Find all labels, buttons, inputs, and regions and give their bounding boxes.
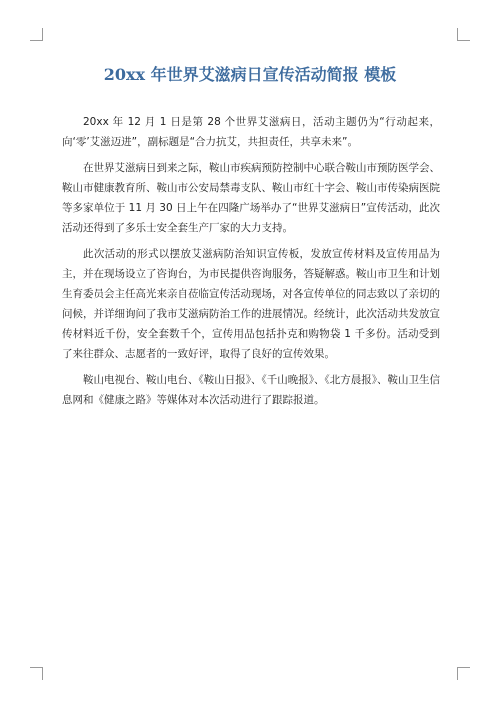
crop-mark-bottom-left xyxy=(30,667,43,680)
crop-mark-bottom-right xyxy=(457,667,470,680)
paragraph-media: 鞍山电视台、鞍山电台、《鞍山日报》、《千山晚报》、《北方晨报》、鞍山卫生信息网和《健康之路》等媒体对本次活动进行了跟踪报道。 xyxy=(62,374,440,406)
paragraph-theme: 20xx 年 12 月 1 日是第 28 个世界艾滋病日，活动主题仍为“行动起来，向‘零’艾滋迈进”，副标题是“合力抗艾，共担责任，共享未来”。 xyxy=(62,116,440,148)
paragraph-activities: 此次活动的形式以摆放艾滋病防治知识宣传板，发放宣传材料及宣传用品为主，并在现场设立了咨询台，为市民提供咨询服务，答疑解惑。鞍山市卫生和计划生育委员会主任高光来亲自莅临宣传活动现场，对各宣传单位的同志致以了亲切的问候，并详细询问了我市艾滋病防治工作的进展情况。经统计，此次活动共发放宣传材料近千份，安全套数千个，宣传用品包括扑克和购物袋 1 千多份。活动受到了来往群众、志愿者的一致好评，取得了良好的宣传效果。 xyxy=(62,248,440,360)
crop-mark-top-right xyxy=(457,28,470,41)
document-body xyxy=(62,112,440,416)
crop-mark-top-left xyxy=(30,28,43,41)
document-title: 20xx 年世界艾滋病日宣传活动简报 模板 xyxy=(103,65,397,84)
paragraph-organizers: 在世界艾滋病日到来之际，鞍山市疾病预防控制中心联合鞍山市预防医学会、鞍山市健康教育所、鞍山市公安局禁毒支队、鞍山市红十字会、鞍山市传染病医院等多家单位于 11 月 30 日上午在四隆广场举办了“世界艾滋病日”宣传活动，此次活动还得到了多乐士安全套生产厂家的大力支持。 xyxy=(62,162,440,234)
